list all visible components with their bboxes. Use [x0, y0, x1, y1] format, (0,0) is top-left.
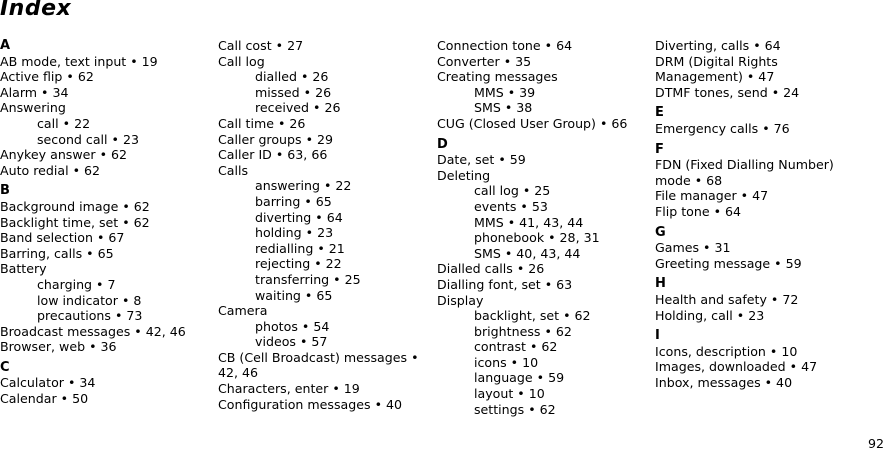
- index-subentry: settings • 62: [474, 401, 556, 417]
- index-entry: Calendar • 50: [0, 391, 89, 407]
- index-entry: Creating messages: [437, 69, 558, 85]
- index-subentry: redialling • 21: [255, 240, 345, 256]
- index-section-letter: I: [655, 328, 660, 344]
- index-entry: FDN (Fixed Dialling Number): [655, 157, 834, 173]
- index-subentry: icons • 10: [474, 354, 539, 370]
- index-column-4: [655, 38, 880, 390]
- index-entry: Deleting: [437, 167, 491, 183]
- index-entry: Barring, calls • 65: [0, 245, 114, 261]
- index-entry: Converter • 35: [437, 53, 532, 69]
- index-subentry: layout • 10: [474, 386, 545, 402]
- index-subentry: waiting • 65: [255, 287, 333, 303]
- index-section-letter: C: [0, 359, 10, 375]
- index-entry: AB mode, text input • 19: [0, 53, 158, 69]
- index-entry: Call cost • 27: [218, 38, 304, 53]
- index-section-letter: H: [655, 276, 666, 292]
- index-column-2: [218, 38, 428, 412]
- index-entry: Calculator • 34: [0, 375, 96, 391]
- index-entry: Auto redial • 62: [0, 162, 101, 178]
- index-entry: Backlight time, set • 62: [0, 214, 150, 230]
- index-column-1: [0, 38, 210, 407]
- index-entry: Diverting, calls • 64: [655, 38, 781, 53]
- index-entry: Images, downloaded • 47: [655, 359, 818, 375]
- index-subentry: MMS • 41, 43, 44: [474, 214, 584, 230]
- index-subentry: precautions • 73: [37, 308, 143, 324]
- index-entry: Background image • 62: [0, 198, 150, 214]
- index-entry: Active flip • 62: [0, 69, 94, 85]
- index-subentry: photos • 54: [255, 318, 330, 334]
- index-subentry: call • 22: [37, 115, 91, 131]
- index-entry: Alarm • 34: [0, 84, 69, 100]
- index-entry: Call time • 26: [218, 115, 306, 131]
- index-column-3: [437, 38, 647, 417]
- index-entry: Caller groups • 29: [218, 131, 334, 147]
- index-entry: CUG (Closed User Group) • 66: [437, 115, 628, 131]
- index-entry: Call log: [218, 53, 265, 69]
- index-subentry: brightness • 62: [474, 323, 572, 339]
- index-subentry: low indicator • 8: [37, 292, 142, 308]
- index-section-letter: D: [437, 136, 448, 152]
- index-subentry: backlight, set • 62: [474, 308, 591, 324]
- index-entry: Emergency calls • 76: [655, 120, 790, 136]
- index-subentry: missed • 26: [255, 84, 332, 100]
- index-entry: Health and safety • 72: [655, 291, 799, 307]
- index-entry: Anykey answer • 62: [0, 147, 128, 163]
- index-entry: Answering: [0, 100, 66, 116]
- index-entry: CB (Cell Broadcast) messages •: [218, 349, 419, 365]
- index-section-letter: A: [0, 38, 11, 53]
- index-subentry: SMS • 38: [474, 100, 533, 116]
- index-entry: Flip tone • 64: [655, 203, 742, 219]
- index-entry: Browser, web • 36: [0, 339, 117, 355]
- index-entry: Camera: [218, 303, 268, 319]
- index-entry: Characters, enter • 19: [218, 381, 360, 397]
- index-entry: 42, 46: [218, 365, 259, 381]
- index-entry: DRM (Digital Rights: [655, 53, 778, 69]
- index-section-letter: B: [0, 183, 10, 199]
- index-subentry: charging • 7: [37, 276, 116, 292]
- index-entry: Date, set • 59: [437, 152, 526, 168]
- index-entry: Dialled calls • 26: [437, 261, 545, 277]
- index-entry: Band selection • 67: [0, 230, 125, 246]
- index-entry: Games • 31: [655, 240, 731, 256]
- index-entry: Greeting message • 59: [655, 255, 802, 271]
- index-subentry: MMS • 39: [474, 84, 536, 100]
- index-section-letter: E: [655, 105, 664, 121]
- index-subentry: received • 26: [255, 100, 341, 116]
- index-section-letter: F: [655, 141, 664, 157]
- index-entry: Caller ID • 63, 66: [218, 147, 328, 163]
- index-entry: Inbox, messages • 40: [655, 374, 793, 390]
- index-entry: Display: [437, 292, 484, 308]
- index-subentry: contrast • 62: [474, 339, 558, 355]
- index-subentry: diverting • 64: [255, 209, 343, 225]
- index-entry: Management) • 47: [655, 69, 775, 85]
- index-subentry: SMS • 40, 43, 44: [474, 245, 581, 261]
- index-entry: Icons, description • 10: [655, 343, 798, 359]
- index-subentry: rejecting • 22: [255, 256, 342, 272]
- index-subentry: dialled • 26: [255, 69, 329, 85]
- index-entry: Configuration messages • 40: [218, 396, 403, 412]
- index-entry: mode • 68: [655, 172, 723, 188]
- index-subentry: answering • 22: [255, 178, 352, 194]
- index-entry: Broadcast messages • 42, 46: [0, 323, 186, 339]
- page-title: Index: [0, 0, 72, 21]
- index-subentry: second call • 23: [37, 131, 140, 147]
- index-subentry: videos • 57: [255, 334, 328, 350]
- index-subentry: barring • 65: [255, 193, 332, 209]
- index-entry: Battery: [0, 261, 47, 277]
- index-subentry: events • 53: [474, 198, 548, 214]
- index-entry: Holding, call • 23: [655, 307, 765, 323]
- index-subentry: phonebook • 28, 31: [474, 230, 600, 246]
- index-section-letter: G: [655, 224, 666, 240]
- index-subentry: call log • 25: [474, 183, 551, 199]
- page-number: 92: [867, 436, 884, 451]
- index-subentry: transferring • 25: [255, 271, 361, 287]
- index-entry: Dialling font, set • 63: [437, 276, 573, 292]
- index-entry: File manager • 47: [655, 188, 769, 204]
- index-subentry: holding • 23: [255, 225, 334, 241]
- index-entry: Calls: [218, 162, 249, 178]
- index-subentry: language • 59: [474, 370, 565, 386]
- index-entry: Connection tone • 64: [437, 38, 573, 53]
- index-entry: DTMF tones, send • 24: [655, 84, 800, 100]
